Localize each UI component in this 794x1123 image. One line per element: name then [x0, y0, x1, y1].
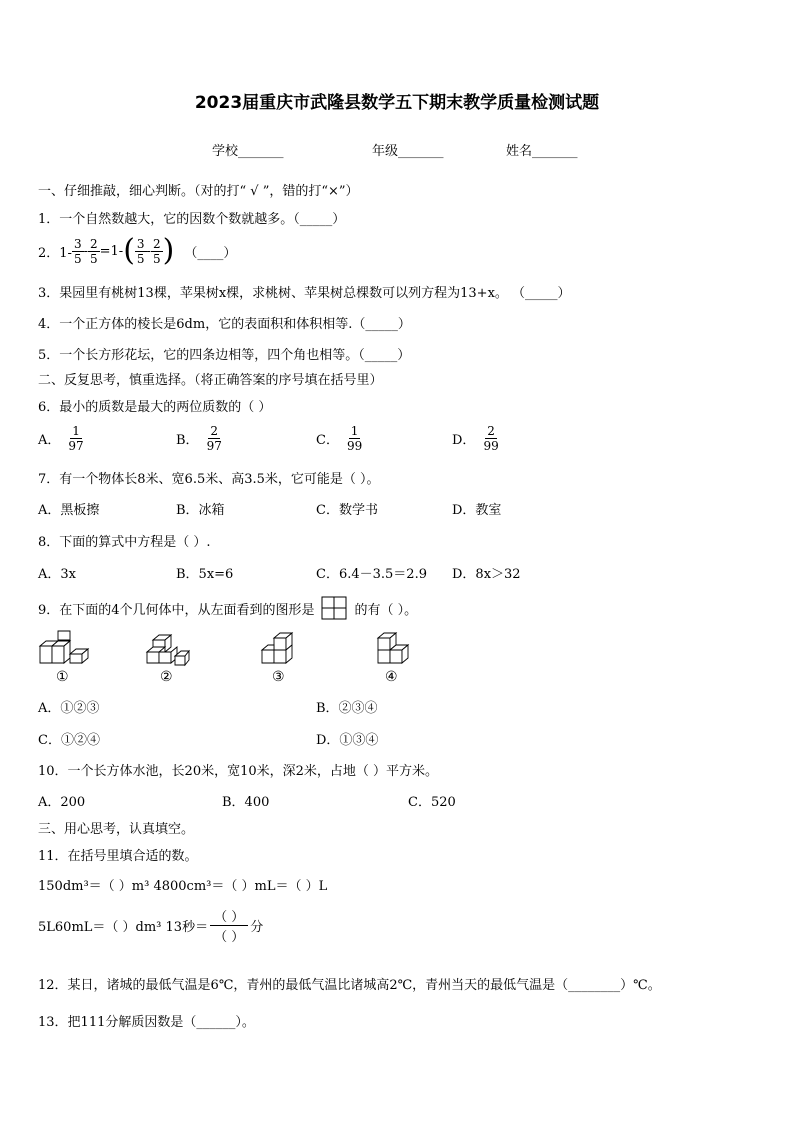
fraction-blank: （ ） （ ）: [210, 906, 248, 945]
q6-option-c: C． $\frac{1}{99}$: [316, 424, 363, 453]
question-4: 4．一个正方体的棱长是6dm，它的表面积和体积相等.（_____）: [38, 317, 411, 332]
name-field: 姓名_______: [506, 144, 578, 159]
q9-option-b: B．②③④: [316, 701, 378, 716]
question-13: 13．把111分解质因数是（______）。: [38, 1015, 255, 1030]
school-field: 学校_______: [212, 144, 284, 159]
figure-label-1: ①: [56, 669, 69, 685]
question-3: 3．果园里有桃树13棵，苹果树x棵，求桃树、苹果树总棵数可以列方程为13+x。 （_____）: [38, 286, 571, 301]
q8-option-a: A．3x: [38, 567, 76, 582]
question-10: 10．一个长方体水池，长20米，宽10米，深2米，占地（ ）平方米。: [38, 764, 439, 779]
question-8: 8．下面的算式中方程是（ ）.: [38, 535, 211, 550]
section2-heading: 二、反复思考，慎重选择。（将正确答案的序号填在括号里）: [38, 373, 383, 388]
q9-option-a: A．①②③: [38, 701, 100, 716]
question-11: 11．在括号里填合适的数。: [38, 849, 198, 864]
fraction: $\frac{2}{5}$: [89, 236, 98, 266]
question-12: 12．某日，诸城的最低气温是6℃，青州的最低气温比诸城高2℃，青州当天的最低气温是（________）℃。: [38, 978, 661, 993]
q8-option-d: D．8x＞32: [452, 567, 521, 582]
q6-option-b: B． $\frac{2}{97}$: [176, 424, 222, 453]
q10-option-c: C．520: [408, 795, 456, 810]
question-1: 1．一个自然数越大，它的因数个数就越多。（_____）: [38, 212, 346, 227]
q7-option-b: B．冰箱: [176, 503, 225, 518]
q10-option-b: B．400: [222, 795, 270, 810]
fraction: $\frac{3}{5}$: [73, 236, 82, 266]
q9-option-d: D．①③④: [316, 733, 379, 748]
section3-heading: 三、用心思考，认真填空。: [38, 822, 195, 837]
left-view-shape-icon: [321, 596, 349, 620]
question-9: 9．在下面的4个几何体中，从左面看到的图形是 的有（ ）。: [38, 596, 417, 620]
fraction: $\frac{1}{97}$: [68, 424, 84, 453]
fraction: $\frac{1}{99}$: [346, 424, 363, 453]
q7-option-c: C．数学书: [316, 503, 378, 518]
grade-field: 年级_______: [372, 144, 444, 159]
q2-prefix: 2．1-: [38, 245, 72, 261]
q8-option-c: C．6.4－3.5＝2.9: [316, 567, 427, 582]
cube-figure-2-icon: [145, 632, 191, 666]
q2-blank: （____）: [184, 245, 237, 261]
figure-label-2: ②: [160, 669, 173, 685]
cube-figure-4-icon: [376, 632, 414, 666]
fraction: $\frac{2}{99}$: [483, 424, 499, 453]
page-title: 2023届重庆市武隆县数学五下期末教学质量检测试题: [194, 93, 600, 113]
q7-option-a: A．黑板擦: [38, 503, 100, 518]
question-6: 6．最小的质数是最大的两位质数的（ ）: [38, 400, 272, 415]
q8-option-b: B．5x=6: [176, 567, 234, 582]
q9-option-c: C．①②④: [38, 733, 100, 748]
q10-option-a: A．200: [38, 795, 86, 810]
fraction: $\frac{2}{5}$: [152, 236, 161, 266]
cube-figure-1-icon: [38, 632, 90, 666]
fraction: $\frac{2}{97}$: [206, 424, 222, 453]
q6-option-a: A． $\frac{1}{97}$: [38, 424, 84, 453]
q11-row-1: 150dm³＝（ ）m³ 4800cm³＝（ ）mL＝（ ）L: [38, 879, 328, 894]
question-7: 7．有一个物体长8米、宽6.5米、高3.5米，它可能是（ ）。: [38, 472, 380, 487]
q11-row-2: 5L60mL＝（ ）dm³ 13秒＝ （ ） （ ） 分: [38, 906, 263, 945]
figure-label-4: ④: [385, 669, 398, 685]
q7-option-d: D．教室: [452, 503, 502, 518]
section1-heading: 一、仔细推敲，细心判断。（对的打“ √ ”，错的打“×”）: [38, 184, 359, 199]
q6-option-d: D． $\frac{2}{99}$: [452, 424, 499, 453]
question-5: 5．一个长方形花坛，它的四条边相等，四个角也相等。（_____）: [38, 348, 411, 363]
fraction: $\frac{3}{5}$: [136, 236, 145, 266]
cube-figure-3-icon: [260, 632, 298, 666]
figure-label-3: ③: [272, 669, 285, 685]
question-2: 2．1- $\frac{3}{5}$ - $\frac{2}{5}$ =1- ( $\frac{3}{5}$ - $\frac{2}{5}$ ) （____）: [38, 233, 237, 268]
